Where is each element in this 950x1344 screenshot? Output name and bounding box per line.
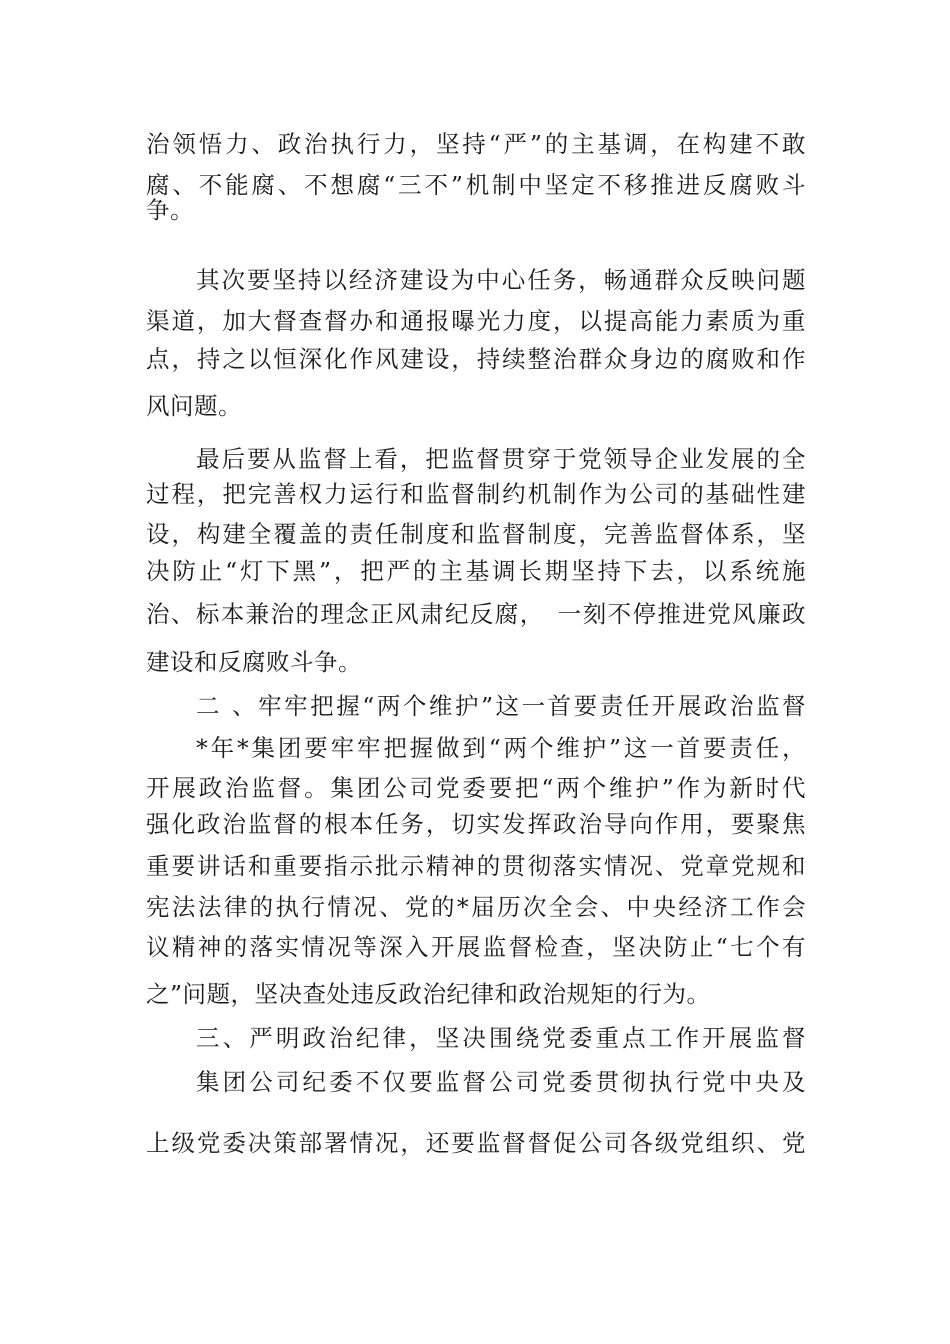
text-line: 建设和反腐败斗争。	[146, 648, 362, 676]
section-heading: 三、严明政治纪律，坚决围绕党委重点工作开展监督	[196, 1024, 806, 1052]
text-line: 腐、不能腐、不想腐“三不”机制中坚定不移推进反腐败斗	[146, 171, 806, 199]
text-line: 其次要坚持以经济建设为中心任务，畅通群众反映问题	[196, 266, 806, 294]
text-line: 治、标本兼治的理念正风肃纪反腐， 一刻不停推进党风廉政	[146, 600, 806, 628]
text-line: 宪法法律的执行情况、党的*届历次全会、中央经济工作会	[146, 893, 806, 921]
text-line: 风问题。	[146, 392, 242, 420]
text-line: 决防止“灯下黑”，把严的主基调长期坚持下去，以系统施	[146, 557, 806, 585]
text-line: 治领悟力、政治执行力，坚持“严”的主基调，在构建不敢	[146, 130, 806, 158]
text-line: 渠道，加大督查督办和通报曝光力度，以提高能力素质为重	[146, 307, 806, 335]
text-line: 强化政治监督的根本任务，切实发挥政治导向作用，要聚焦	[146, 810, 806, 838]
text-line: 点，持之以恒深化作风建设，持续整治群众身边的腐败和作	[146, 345, 806, 373]
text-line: 上级党委决策部署情况，还要监督督促公司各级党组织、党	[146, 1129, 806, 1157]
text-line: 集团公司纪委不仅要监督公司党委贯彻执行党中央及	[196, 1068, 806, 1096]
text-line: 开展政治监督。集团公司党委要把“两个维护”作为新时代	[146, 774, 806, 802]
text-line: 过程，把完善权力运行和监督制约机制作为公司的基础性建	[146, 480, 806, 508]
text-line: 之”问题，坚决查处违反政治纪律和政治规矩的行为。	[146, 980, 711, 1008]
text-line: 最后要从监督上看，把监督贯穿于党领导企业发展的全	[196, 445, 806, 473]
text-line: 议精神的落实情况等深入开展监督检查，坚决防止“七个有	[146, 933, 806, 961]
text-line: 设，构建全覆盖的责任制度和监督制度，完善监督体系，坚	[146, 520, 806, 548]
section-heading: 二 、牢牢把握“两个维护”这一首要责任开展政治监督	[196, 692, 806, 720]
text-line: *年*集团要牢牢把握做到“两个维护”这一首要责任，	[196, 734, 806, 762]
text-line: 争。	[146, 196, 194, 224]
text-line: 重要讲话和重要指示批示精神的贯彻落实情况、党章党规和	[146, 852, 806, 880]
